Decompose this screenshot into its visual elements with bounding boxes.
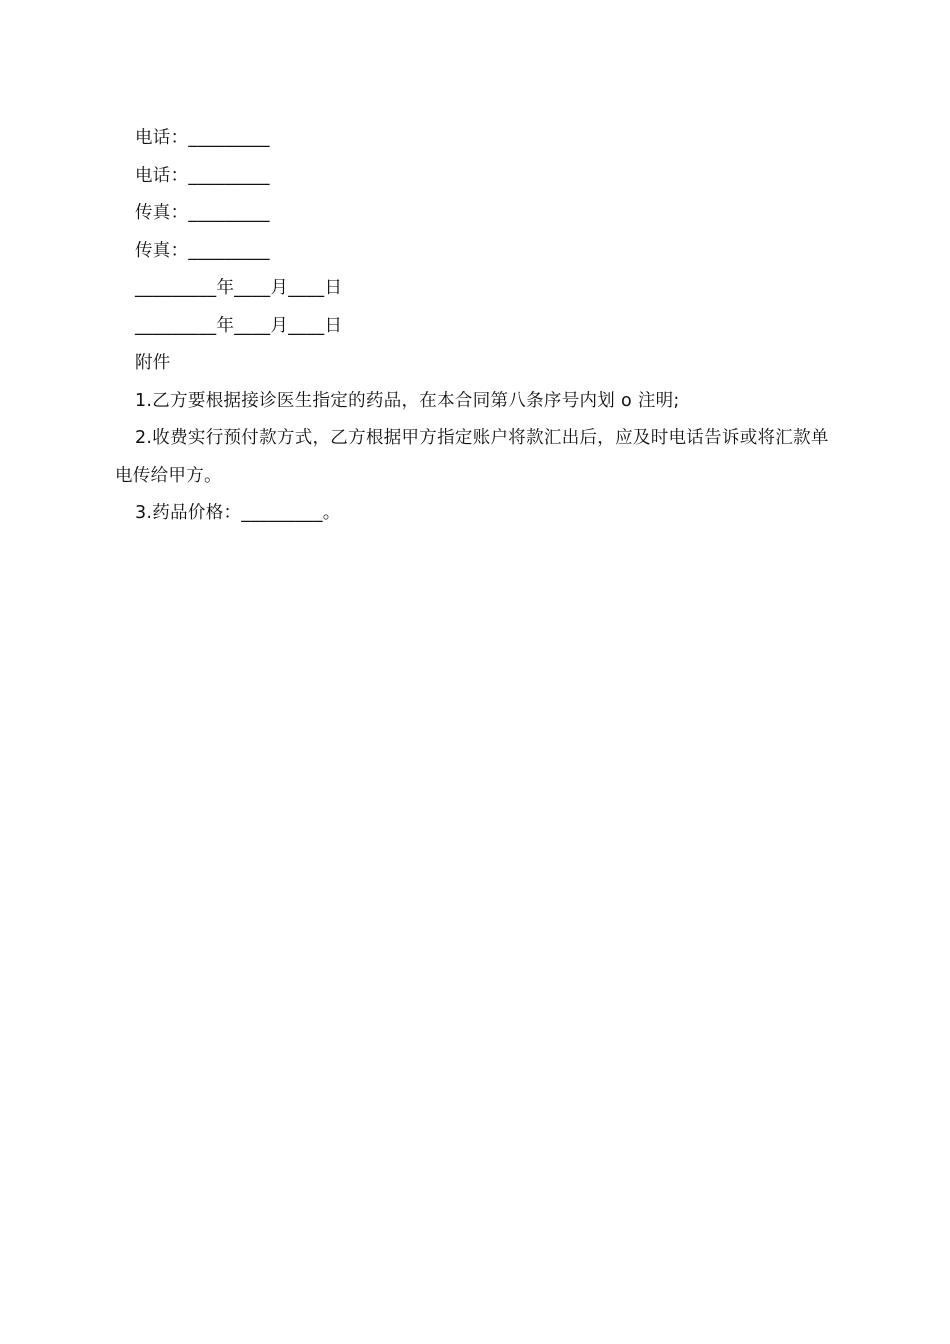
document-body <box>115 120 840 533</box>
phone-line-1: 电话：_________ <box>135 128 270 148</box>
attachment-item-3: 3.药品价格：_________。 <box>135 503 341 523</box>
attachment-item-2: 2.收费实行预付款方式，乙方根据甲方指定账户将款汇出后，应及时电话告诉或将汇款单电传给甲方。 <box>115 428 829 486</box>
date-line-2: _________年____月____日 <box>135 315 343 336</box>
fax-line-1: 传真：_________ <box>135 203 270 223</box>
attachment-heading: 附件 <box>135 353 171 373</box>
attachment-item-1: 1.乙方要根据接诊医生指定的药品，在本合同第八条序号内划 o 注明; <box>135 390 680 411</box>
date-line-1: _________年____月____日 <box>135 278 343 298</box>
phone-line-2: 电话：_________ <box>135 165 270 186</box>
fax-line-2: 传真：_________ <box>135 240 270 261</box>
